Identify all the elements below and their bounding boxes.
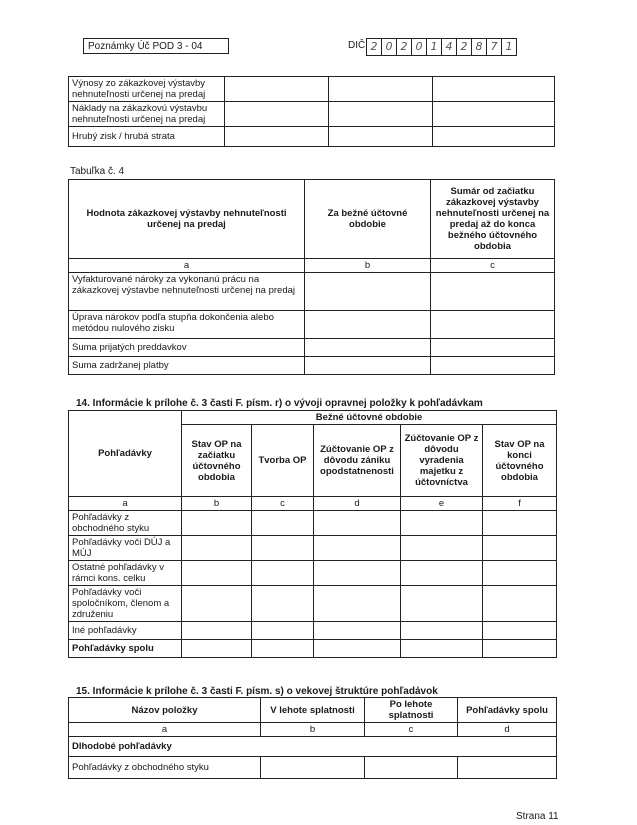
col-header-b: Za bežné účtovné obdobie — [305, 180, 431, 259]
col-letter: c — [252, 497, 314, 511]
cell[interactable] — [182, 622, 252, 640]
table-row — [69, 102, 555, 127]
dic-digit: 8 — [472, 38, 487, 56]
col-letter: d — [458, 723, 557, 737]
row-label: Iné pohľadávky — [69, 622, 182, 640]
cell[interactable] — [433, 102, 555, 127]
cell[interactable] — [252, 586, 314, 622]
table-group-row — [69, 737, 557, 757]
table-total-row — [69, 640, 557, 658]
cell[interactable] — [431, 357, 555, 375]
group-header: Bežné účtovné obdobie — [182, 411, 557, 425]
row-label: Pohľadávky voči DÚJ a MÚJ — [69, 536, 182, 561]
cell[interactable] — [314, 511, 401, 536]
table-row — [69, 339, 555, 357]
row-label: Náklady na zákazkovú výstavbu nehnuteľnosti určenej na predaj — [69, 102, 225, 127]
cell[interactable] — [252, 622, 314, 640]
row-label: Ostatné pohľadávky v rámci kons. celku — [69, 561, 182, 586]
cell[interactable] — [225, 77, 329, 102]
row-label: Suma prijatých preddavkov — [69, 339, 305, 357]
row-label: Pohľadávky z obchodného styku — [69, 511, 182, 536]
col-header-c: Po lehote splatnosti — [365, 698, 458, 723]
col-header-b: Stav OP na začiatku účtovného obdobia — [182, 425, 252, 497]
cell[interactable] — [431, 311, 555, 339]
dic-digit: 7 — [487, 38, 502, 56]
table4-caption: Tabuľka č. 4 — [70, 166, 125, 177]
cell[interactable] — [401, 561, 483, 586]
cell[interactable] — [261, 757, 365, 779]
dic-digit: 0 — [412, 38, 427, 56]
row-label: Úprava nárokov podľa stupňa dokončenia alebo metódou nulového zisku — [69, 311, 305, 339]
cell[interactable] — [182, 586, 252, 622]
table-row — [69, 357, 555, 375]
cell[interactable] — [329, 102, 433, 127]
row-label: Pohľadávky voči spoločníkom, členom a združeniu — [69, 586, 182, 622]
cell[interactable] — [225, 102, 329, 127]
table-header-row — [69, 180, 555, 259]
cell[interactable] — [314, 586, 401, 622]
cell[interactable] — [314, 561, 401, 586]
dic-digit: 2 — [366, 38, 382, 56]
row-label: Suma zadržanej platby — [69, 357, 305, 375]
col-letter: d — [314, 497, 401, 511]
cell[interactable] — [401, 586, 483, 622]
col-letter: f — [483, 497, 557, 511]
dic-digit: 4 — [442, 38, 457, 56]
cell[interactable] — [401, 536, 483, 561]
cell[interactable] — [314, 536, 401, 561]
table-age-structure — [68, 697, 557, 779]
cell[interactable] — [483, 561, 557, 586]
col-header-b: V lehote splatnosti — [261, 698, 365, 723]
cell[interactable] — [182, 511, 252, 536]
cell[interactable] — [433, 77, 555, 102]
col-letter: c — [431, 259, 555, 273]
col-header-a: Názov položky — [69, 698, 261, 723]
dic-label: DIČ — [348, 40, 366, 51]
section15-title: 15. Informácie k prílohe č. 3 časti F. písm. s) o vekovej štruktúre pohľadávok — [76, 686, 438, 697]
row-label: Vyfakturované nároky za vykonanú prácu na zákazkovej výstavbe nehnuteľnosti určenej na predaj — [69, 273, 305, 311]
table-row — [69, 757, 557, 779]
table-header-row — [69, 698, 557, 723]
col-header-a: Pohľadávky — [69, 411, 182, 497]
table-construction-result — [68, 76, 555, 147]
page-number: Strana 11 — [516, 811, 559, 822]
cell[interactable] — [483, 586, 557, 622]
col-letter: a — [69, 497, 182, 511]
dic-digit: 1 — [427, 38, 442, 56]
col-letter: b — [261, 723, 365, 737]
table-row — [69, 511, 557, 536]
cell[interactable] — [305, 311, 431, 339]
cell[interactable] — [252, 640, 314, 658]
cell[interactable] — [483, 640, 557, 658]
cell[interactable] — [182, 561, 252, 586]
cell[interactable] — [458, 757, 557, 779]
cell[interactable] — [305, 357, 431, 375]
cell[interactable] — [431, 273, 555, 311]
cell[interactable] — [431, 339, 555, 357]
table-row — [69, 311, 555, 339]
cell[interactable] — [433, 127, 555, 147]
section14-title: 14. Informácie k prílohe č. 3 časti F. písm. r) o vývoji opravnej položky k pohľadávkam — [76, 398, 483, 409]
col-letter: a — [69, 259, 305, 273]
total-row-label: Pohľadávky spolu — [69, 640, 182, 658]
table-row — [69, 127, 555, 147]
col-header-d: Zúčtovanie OP z dôvodu zániku opodstatnenosti — [314, 425, 401, 497]
row-label: Pohľadávky z obchodného styku — [69, 757, 261, 779]
table-row — [69, 586, 557, 622]
col-header-e: Zúčtovanie OP z dôvodu vyradenia majetku z účtovníctva — [401, 425, 483, 497]
col-header-a: Hodnota zákazkovej výstavby nehnuteľnosti určenej na predaj — [69, 180, 305, 259]
cell[interactable] — [401, 622, 483, 640]
cell[interactable] — [401, 640, 483, 658]
dic-digit: 2 — [397, 38, 412, 56]
cell[interactable] — [182, 536, 252, 561]
col-letter: a — [69, 723, 261, 737]
cell[interactable] — [314, 640, 401, 658]
cell[interactable] — [329, 127, 433, 147]
col-letter: c — [365, 723, 458, 737]
cell[interactable] — [483, 622, 557, 640]
group-row-label: Dlhodobé pohľadávky — [69, 737, 557, 757]
table4 — [68, 179, 555, 375]
group-header-row — [69, 411, 557, 425]
cell[interactable] — [329, 77, 433, 102]
cell[interactable] — [483, 536, 557, 561]
cell[interactable] — [252, 561, 314, 586]
cell[interactable] — [252, 536, 314, 561]
cell[interactable] — [305, 273, 431, 311]
dic-digit: 1 — [502, 38, 517, 56]
col-letter: e — [401, 497, 483, 511]
col-letter: b — [305, 259, 431, 273]
dic-field — [366, 38, 517, 56]
cell[interactable] — [252, 511, 314, 536]
cell[interactable] — [314, 622, 401, 640]
cell[interactable] — [401, 511, 483, 536]
letter-row — [69, 259, 555, 273]
row-label: Hrubý zisk / hrubá strata — [69, 127, 225, 147]
table-row — [69, 622, 557, 640]
col-header-d: Pohľadávky spolu — [458, 698, 557, 723]
table-allowance — [68, 410, 557, 658]
cell[interactable] — [483, 511, 557, 536]
col-header-f: Stav OP na konci účtovného obdobia — [483, 425, 557, 497]
cell[interactable] — [182, 640, 252, 658]
col-letter: b — [182, 497, 252, 511]
table-row — [69, 77, 555, 102]
table-row — [69, 273, 555, 311]
document-id: Poznámky Úč POD 3 - 04 — [83, 38, 229, 54]
letter-row — [69, 497, 557, 511]
dic-digit: 2 — [457, 38, 472, 56]
cell[interactable] — [365, 757, 458, 779]
row-label: Výnosy zo zákazkovej výstavby nehnuteľnosti určenej na predaj — [69, 77, 225, 102]
table-row — [69, 536, 557, 561]
cell[interactable] — [225, 127, 329, 147]
dic-digit: 0 — [382, 38, 397, 56]
col-header-c: Tvorba OP — [252, 425, 314, 497]
cell[interactable] — [305, 339, 431, 357]
col-header-c: Sumár od začiatku zákazkovej výstavby nehnuteľnosti určenej na predaj až do konca bežného účtovného obdobia — [431, 180, 555, 259]
letter-row — [69, 723, 557, 737]
table-row — [69, 561, 557, 586]
